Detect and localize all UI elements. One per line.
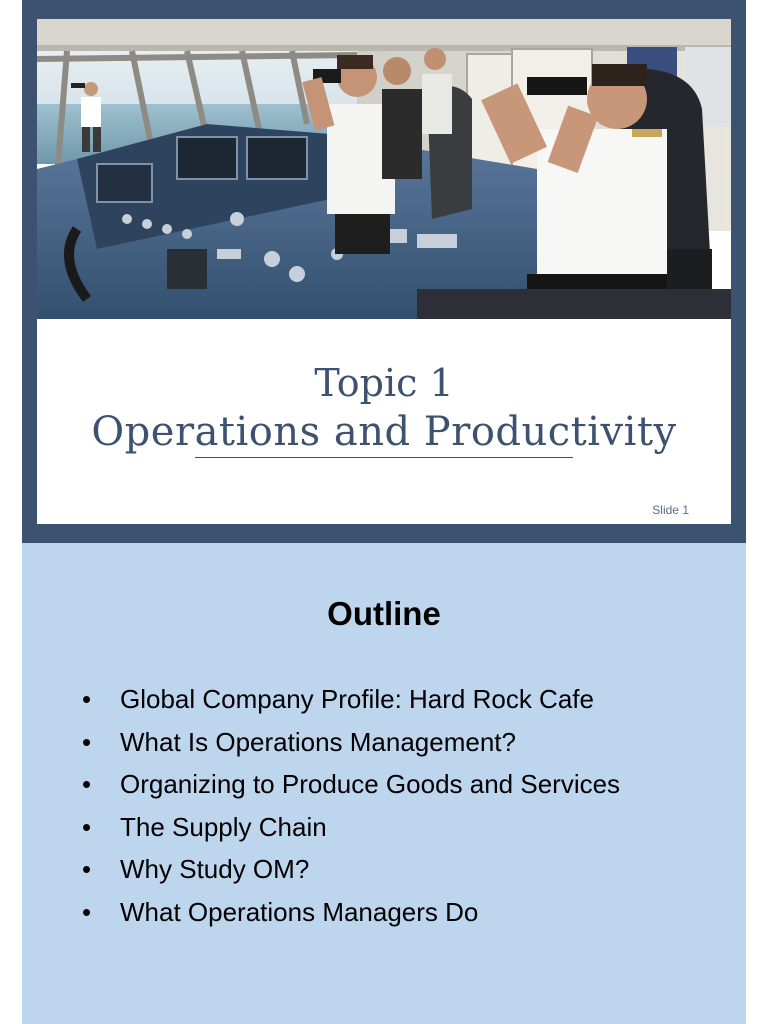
bullet-icon: • — [82, 896, 92, 927]
list-item-text: What Is Operations Management? — [120, 726, 516, 757]
list-item-text: Organizing to Produce Goods and Services — [120, 769, 621, 800]
bullet-icon: • — [82, 854, 92, 885]
bullet-icon: • — [82, 684, 92, 714]
outline-slide — [22, 543, 746, 1024]
list-item — [82, 763, 620, 806]
list-item-text: Global Company Profile: Hard Rock Cafe — [120, 684, 594, 714]
list-item — [82, 806, 620, 849]
topic-label: Topic 1 — [314, 361, 454, 405]
title-slide-content — [37, 19, 731, 524]
bullet-icon: • — [82, 811, 92, 842]
list-item-text: What Operations Managers Do — [120, 896, 479, 927]
list-item — [82, 848, 620, 891]
slide-title — [37, 359, 731, 457]
list-item — [82, 721, 620, 764]
list-item-text: The Supply Chain — [120, 811, 327, 842]
outline-heading: Outline — [327, 595, 441, 632]
list-item — [82, 891, 620, 934]
bullet-icon: • — [82, 769, 92, 800]
title-slide — [22, 0, 746, 543]
outline-list — [82, 678, 620, 934]
title-underline — [195, 457, 573, 458]
list-item-text: Why Study OM? — [120, 854, 310, 885]
topic-title: Operations and Productivity — [91, 409, 677, 455]
bullet-icon: • — [82, 726, 92, 757]
ship-bridge-photo — [37, 19, 731, 319]
list-item — [82, 678, 620, 721]
slide-number: Slide 1 — [652, 503, 689, 517]
